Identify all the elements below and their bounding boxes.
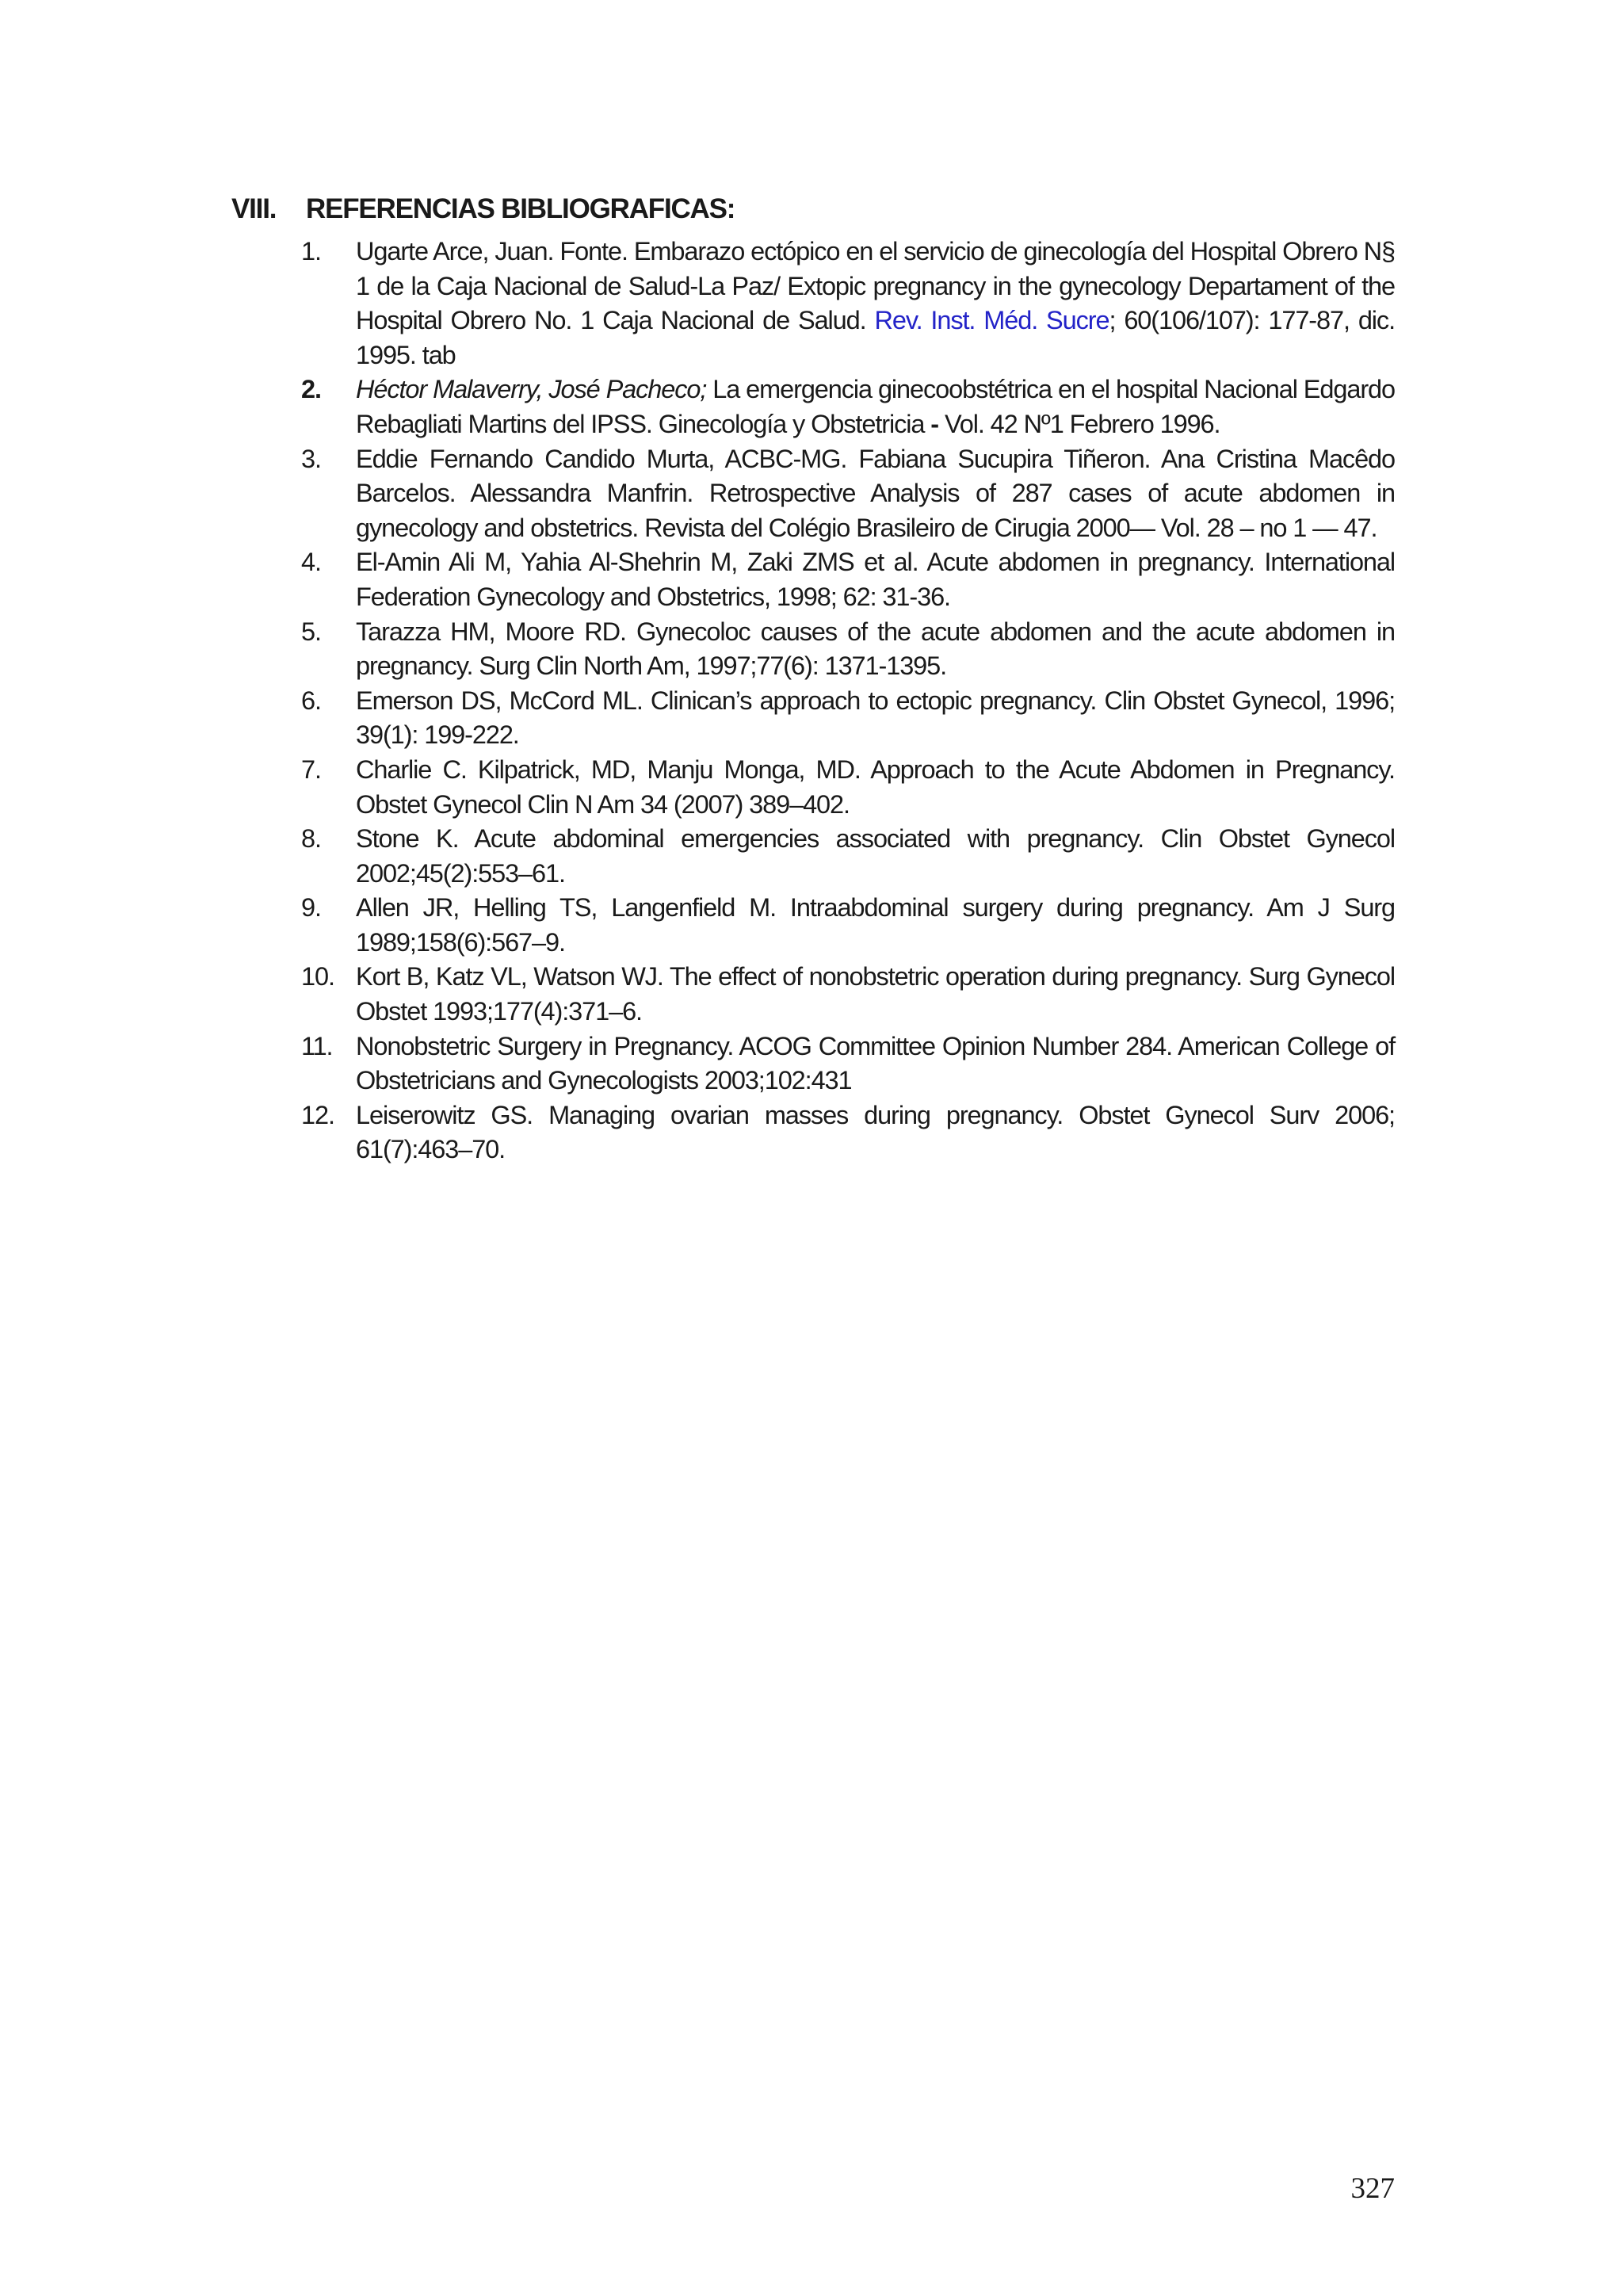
reference-number: 2. [301, 375, 321, 404]
journal-link[interactable]: Rev. Inst. Méd. Sucre [874, 306, 1109, 335]
reference-item-7 [301, 753, 1395, 822]
reference-item-11 [301, 1030, 1395, 1098]
reference-number: 7. [301, 755, 321, 784]
reference-item-4 [301, 545, 1395, 614]
reference-text: Nonobstetric Surgery in Pregnancy. ACOG Committee Opinion Number 284. American College of Obstetricians and Gynecologists 2003;102:431 [356, 1031, 1395, 1095]
reference-item-2 [301, 372, 1395, 441]
reference-number: 9. [301, 893, 321, 923]
reference-text: El-Amin Ali M, Yahia Al-Shehrin M, Zaki ZMS et al. Acute abdomen in pregnancy. International Federation Gynecology and Obstetrics, 1998; 62: 31-36. [356, 548, 1395, 611]
reference-number: 12. [301, 1100, 334, 1129]
reference-number: 4. [301, 548, 321, 577]
reference-list [301, 235, 1395, 1167]
section-number: VIII. [231, 193, 277, 224]
reference-item-5 [301, 615, 1395, 684]
reference-number: 3. [301, 444, 321, 473]
reference-text: Stone K. Acute abdominal emergencies associated with pregnancy. Clin Obstet Gynecol 2002;45(2):553–61. [356, 824, 1395, 888]
reference-text-tail: Vol. 42 Nº1 Febrero 1996. [938, 409, 1220, 438]
page-number: 327 [1350, 2172, 1395, 2205]
reference-item-12 [301, 1098, 1395, 1167]
section-heading [231, 193, 1404, 231]
reference-text: Allen JR, Helling TS, Langenfield M. Intraabdominal surgery during pregnancy. Am J Surg 1989;158(6):567–9. [356, 893, 1395, 957]
reference-text: La emergencia ginecoobstétrica en el hospital Nacional Edgardo Rebagliati Martins del IPSS. Ginecología y Obstetricia [356, 375, 1395, 438]
reference-item-10 [301, 960, 1395, 1029]
reference-text: Leiserowitz GS. Managing ovarian masses during pregnancy. Obstet Gynecol Surv 2006; 61(7):463–70. [356, 1100, 1395, 1164]
reference-text-tail: ; 60(106/107): 177-87, dic. 1995. tab [356, 306, 1396, 369]
reference-number: 10. [301, 962, 334, 991]
reference-item-8 [301, 822, 1395, 891]
reference-number: 6. [301, 686, 321, 715]
reference-item-1 [301, 235, 1395, 372]
reference-text: Tarazza HM, Moore RD. Gynecoloc causes of the acute abdomen and the acute abdomen in pregnancy. Surg Clin North Am, 1997;77(6): 1371-1395. [356, 617, 1395, 681]
reference-item-3 [301, 442, 1395, 546]
reference-number: 5. [301, 617, 321, 646]
reference-authors: Héctor Malaverry, José Pacheco; [356, 375, 707, 404]
reference-number: 8. [301, 824, 321, 854]
reference-text: Emerson DS, McCord ML. Clinican’s approach to ectopic pregnancy. Clin Obstet Gynecol, 1996; 39(1): 199-222. [356, 686, 1395, 750]
reference-number: 11. [301, 1031, 333, 1060]
reference-text: Charlie C. Kilpatrick, MD, Manju Monga, MD. Approach to the Acute Abdomen in Pregnancy. Obstet Gynecol Clin N Am 34 (2007) 389–402. [356, 755, 1395, 819]
reference-item-6 [301, 684, 1395, 753]
reference-number: 1. [301, 237, 321, 266]
reference-separator: - [930, 409, 939, 438]
section-title: REFERENCIAS BIBLIOGRAFICAS: [306, 193, 735, 224]
reference-text: Ugarte Arce, Juan. Fonte. Embarazo ectópico en el servicio de ginecología del Hospital Obrero N§ 1 de la Caja Nacional de Salud-La Paz/ Extopic pregnancy in the gynecology Departament of the Hospital Obrero No. 1 Caja Nacional de Salud. [356, 237, 1395, 335]
reference-text: Kort B, Katz VL, Watson WJ. The effect of nonobstetric operation during pregnancy. Surg Gynecol Obstet 1993;177(4):371–6. [356, 962, 1395, 1026]
reference-text: Eddie Fernando Candido Murta, ACBC-MG. Fabiana Sucupira Tiñeron. Ana Cristina Macêdo Barcelos. Alessandra Manfrin. Retrospective Analysis of 287 cases of acute abdomen in gynecology and obstetrics. Revista del Colégio Brasileiro de Cirugia 2000— Vol. 28 – no 1 — 47. [356, 444, 1395, 542]
reference-item-9 [301, 891, 1395, 960]
